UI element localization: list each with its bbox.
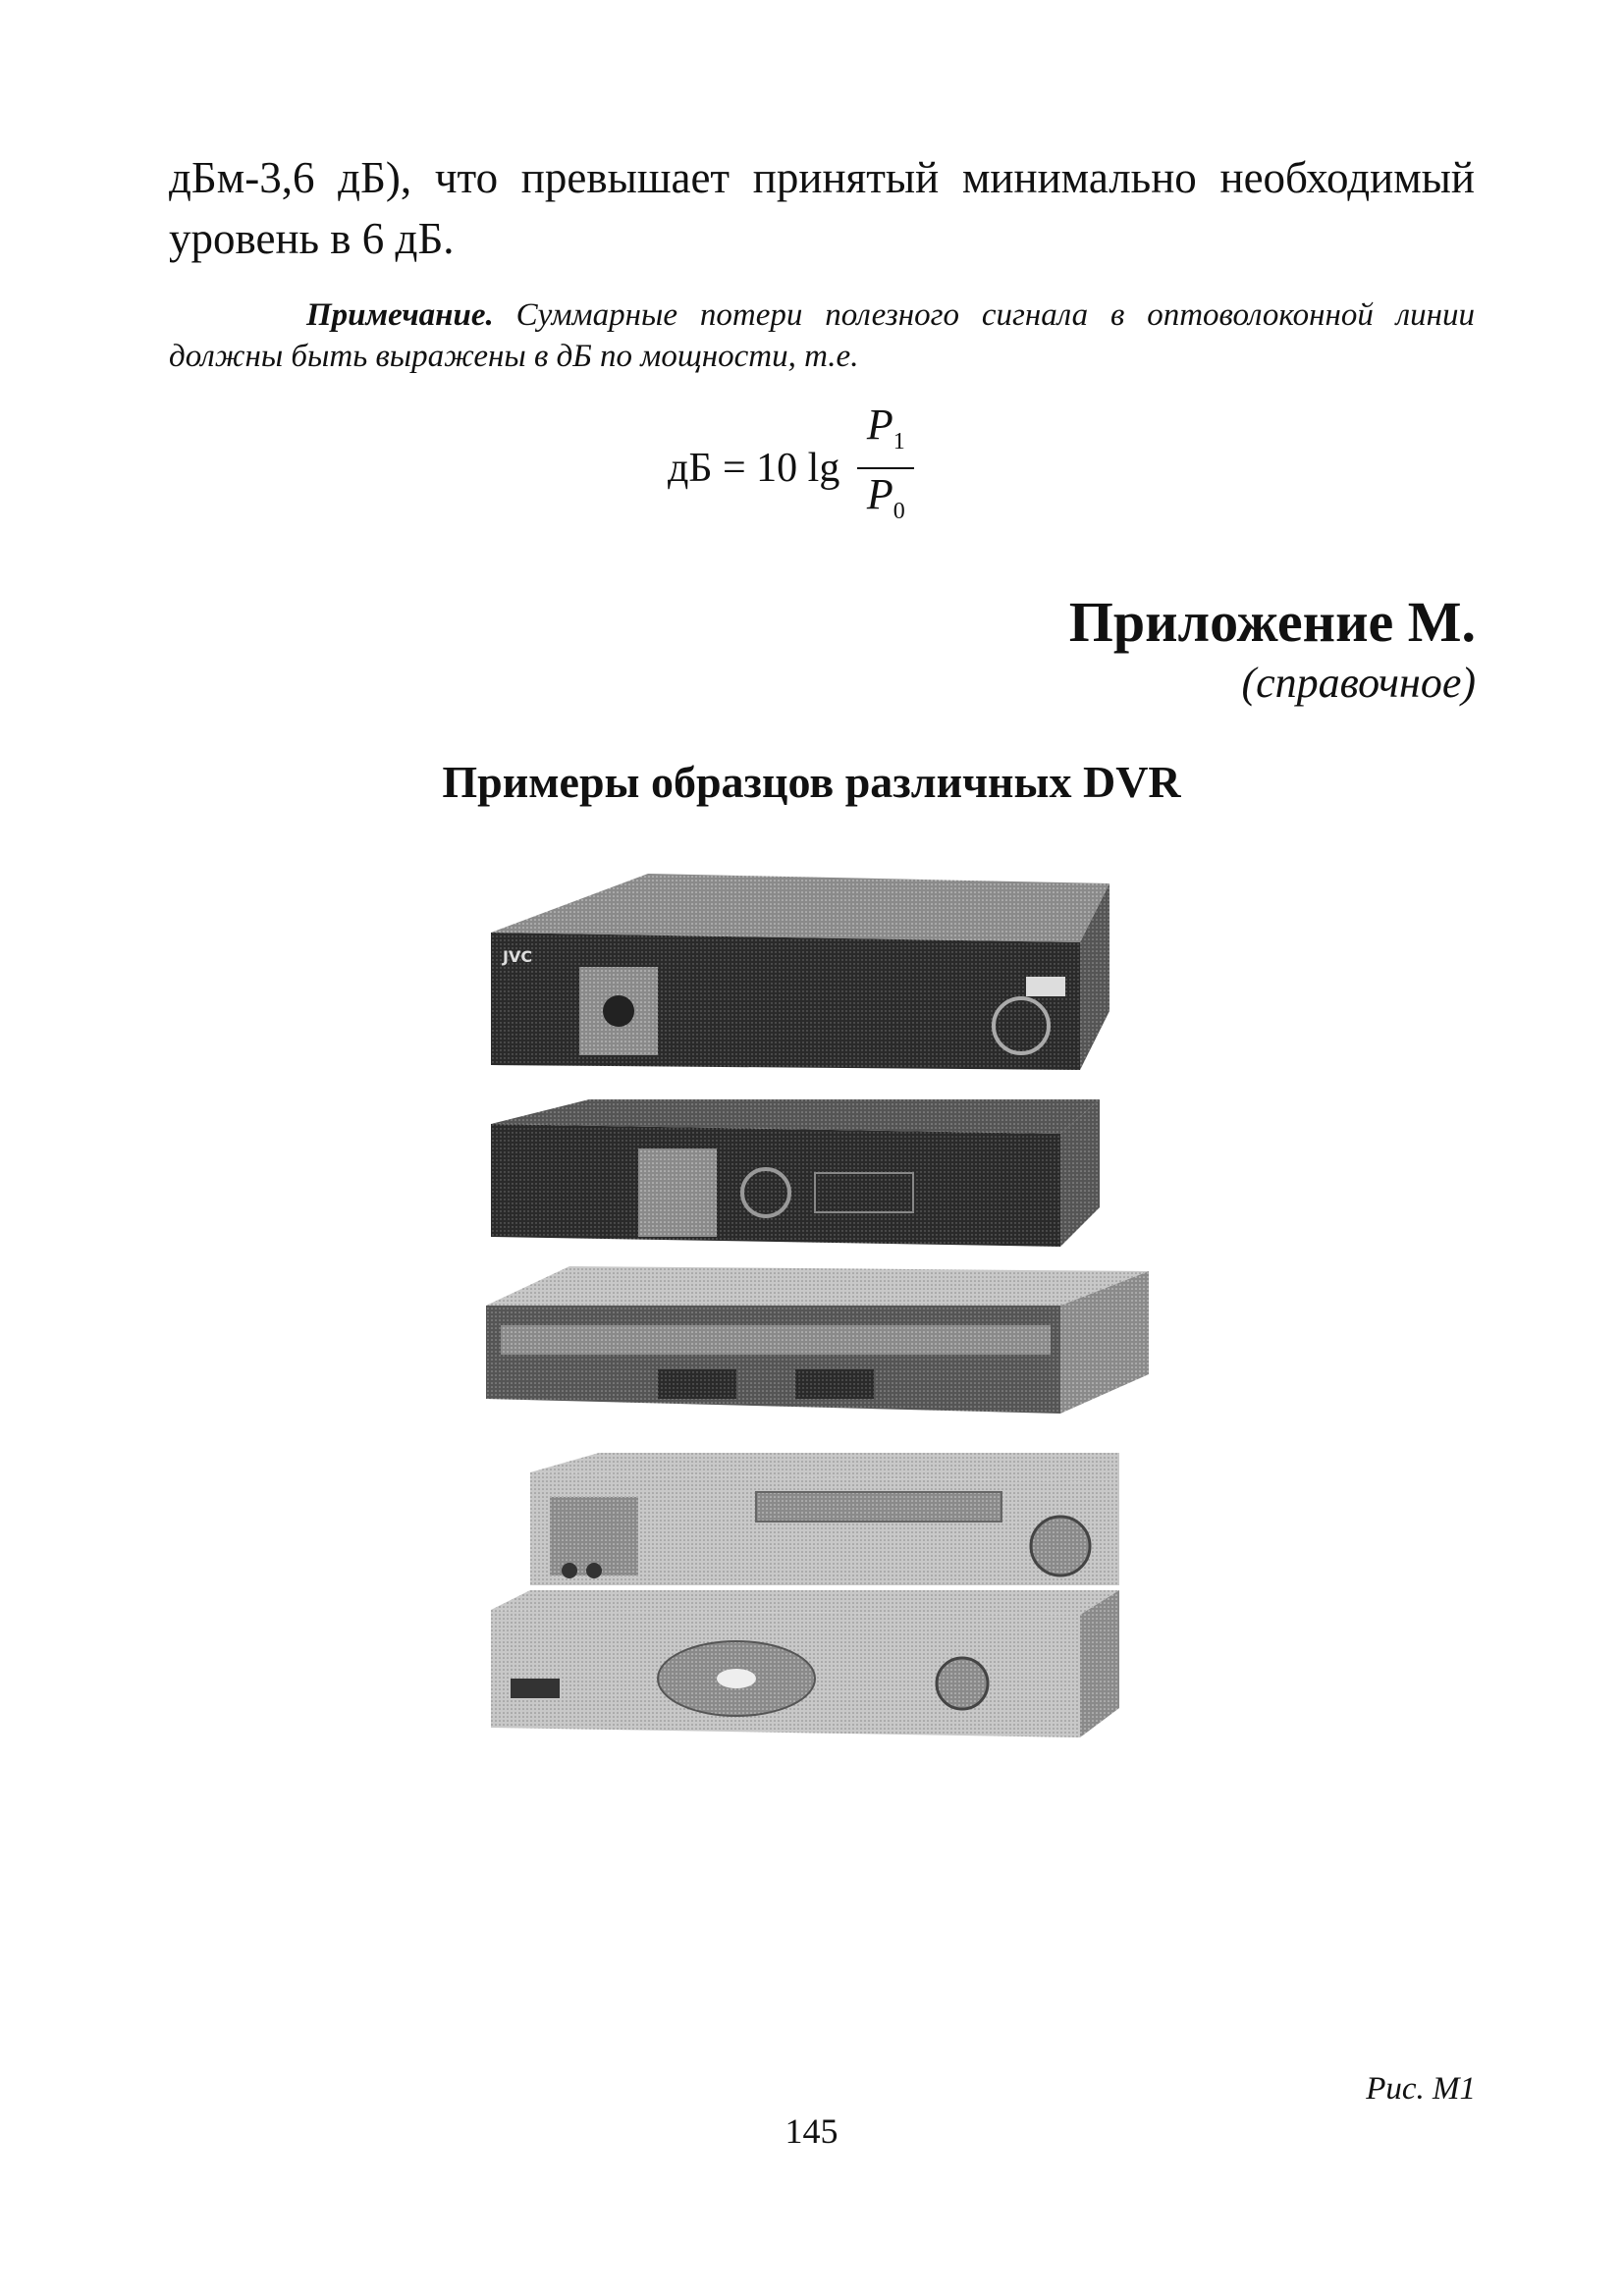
section-title: Примеры образцов различных DVR (442, 757, 1181, 807)
power-formula (668, 400, 914, 532)
appendix-subtitle: (справочное) (1241, 659, 1476, 707)
note-label: Примечание. (306, 297, 494, 333)
dvr-devices-figure (471, 864, 1159, 2002)
page-number: 145 (784, 2111, 839, 2151)
formula-denominator: $P_0$ (866, 470, 905, 524)
figure-caption: Рис. М1 (1366, 2071, 1476, 2107)
dvr-unit-3 (486, 1266, 1149, 1414)
body-paragraph: дБм-3,6 дБ), что превышает принятый минимально необходимый уровень в 6 дБ. (169, 153, 1475, 263)
formula-lhs: дБ = 10 lg (668, 446, 840, 491)
formula-fraction (857, 400, 914, 537)
note-block (169, 294, 1475, 377)
formula-numerator: $P_1$ (866, 400, 905, 454)
dvr-unit-5 (491, 1590, 1119, 1737)
dvr-unit-1 (491, 874, 1109, 1070)
dvr-unit-4 (530, 1453, 1119, 1585)
note-text: Суммарные потери полезного сигнала в оптоволоконной линии должны быть выражены в дБ по мощности, т.е. (169, 297, 1476, 374)
dvr-unit-2 (491, 1099, 1100, 1247)
dvr-brand-logo: JVC (503, 947, 533, 966)
appendix-title: Приложение М. (1068, 590, 1476, 654)
